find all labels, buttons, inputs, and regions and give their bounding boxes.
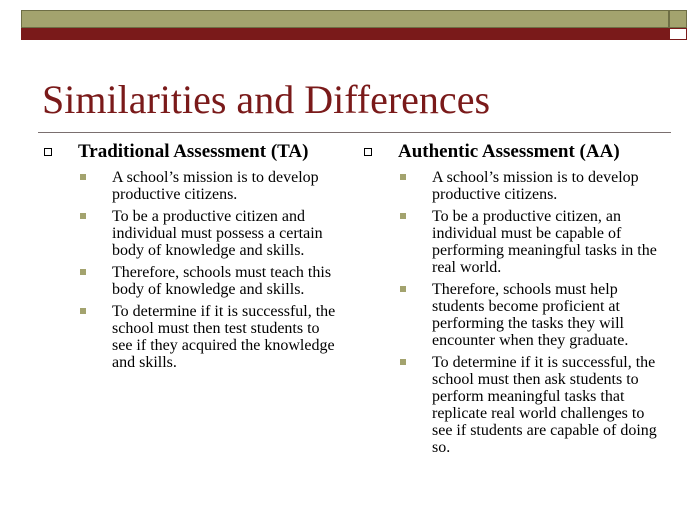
- list-item: [362, 208, 662, 276]
- square-bullet-icon: [400, 359, 406, 365]
- list-item-text: To determine if it is successful, the school must then ask students to perform meaningful tasks that replicate real world challenges to see if students are capable of doing so.: [432, 354, 657, 456]
- column-heading: [42, 141, 342, 163]
- square-bullet-icon: [400, 174, 406, 180]
- list-item-text: To be a productive citizen, an individual must be capable of performing meaningful tasks in the real world.: [432, 208, 657, 276]
- traditional-assessment-heading: Traditional Assessment (TA): [78, 141, 309, 162]
- square-bullet-icon: [80, 213, 86, 219]
- header-square-outline: [669, 28, 687, 40]
- square-bullet-icon: [400, 286, 406, 292]
- list-item-text: Therefore, schools must help students become proficient at performing the tasks they will encounter when they graduate.: [432, 281, 629, 349]
- list-item: [362, 169, 662, 203]
- list-item-text: To determine if it is successful, the school must then test students to see if they acquired the knowledge and skills.: [112, 303, 336, 371]
- authentic-assessment-column: [362, 141, 662, 461]
- list-item-text: Therefore, schools must teach this body of knowledge and skills.: [112, 264, 332, 298]
- list-item: [42, 303, 342, 371]
- traditional-assessment-column: [42, 141, 342, 376]
- list-item: [42, 264, 342, 298]
- title-divider: [38, 132, 671, 133]
- list-item-text: To be a productive citizen and individual must possess a certain body of knowledge and skills.: [112, 208, 323, 259]
- header-square-olive: [669, 10, 687, 28]
- traditional-assessment-list: [42, 169, 342, 371]
- authentic-assessment-heading: Authentic Assessment (AA): [398, 141, 620, 162]
- list-item: [362, 354, 662, 456]
- list-item: [42, 208, 342, 259]
- slide-title: Similarities and Differences: [42, 77, 491, 122]
- header-bar-maroon: [21, 28, 669, 40]
- list-item-text: A school’s mission is to develop productive citizens.: [432, 169, 639, 203]
- hollow-square-bullet-icon: [364, 148, 372, 156]
- authentic-assessment-list: [362, 169, 662, 456]
- square-bullet-icon: [400, 213, 406, 219]
- square-bullet-icon: [80, 174, 86, 180]
- list-item: [42, 169, 342, 203]
- hollow-square-bullet-icon: [44, 148, 52, 156]
- list-item-text: A school’s mission is to develop productive citizens.: [112, 169, 319, 203]
- square-bullet-icon: [80, 269, 86, 275]
- list-item: [362, 281, 662, 349]
- square-bullet-icon: [80, 308, 86, 314]
- column-heading: [362, 141, 662, 163]
- header-bar-olive: [21, 10, 669, 28]
